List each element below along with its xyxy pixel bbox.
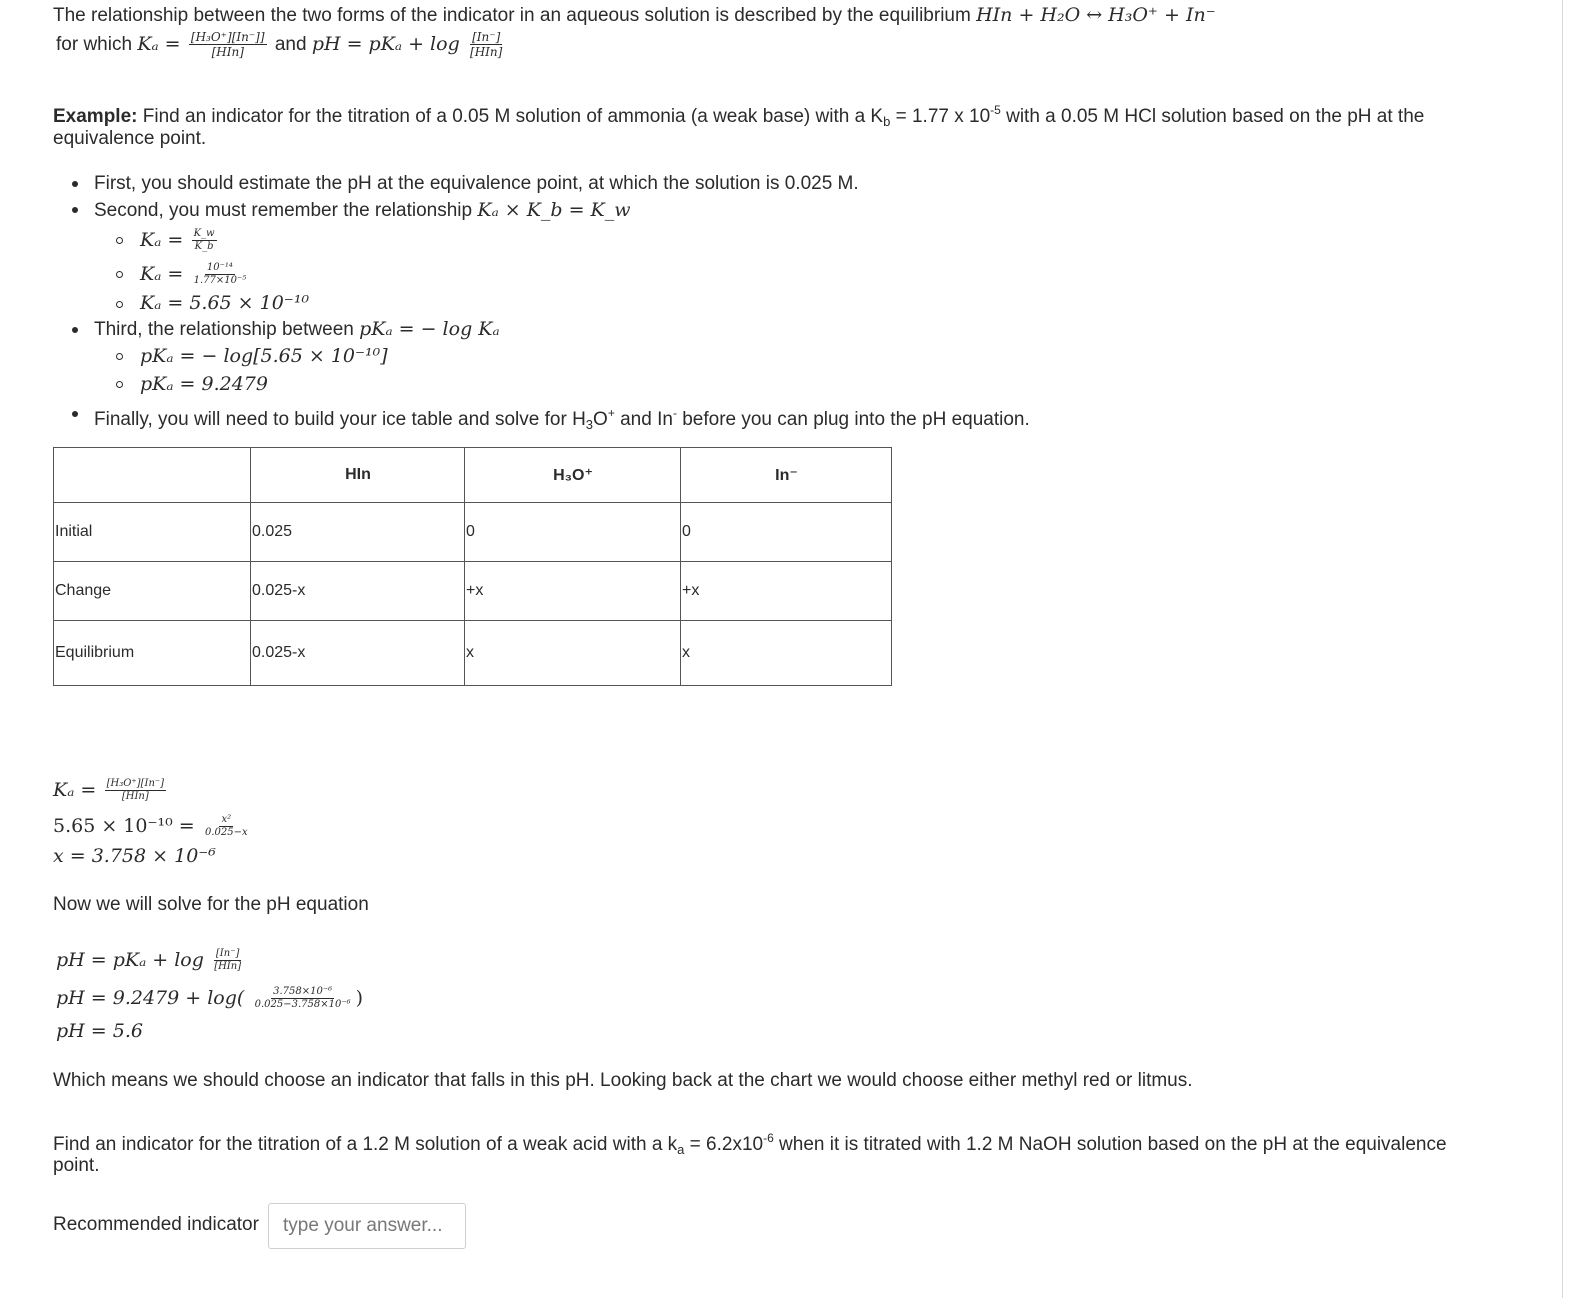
question-text: Find an indicator for the titration of a 1.2 M solution of a weak acid with a $k_a = 6.2x10^{-6}$ when it is titrated with 1.2 M NaOH solution based on the pH at the equivalence — [53, 1131, 1447, 1157]
step-third-sub-1: pKₐ = − log[5.65 × 10⁻¹⁰] — [140, 342, 1076, 370]
step-third: Third, the relationship between pKₐ = − log Kₐ — [94, 316, 1030, 342]
equilibrium-equation: HIn + H₂O ↔ H₃O⁺ + In⁻ — [976, 4, 1216, 26]
ph-fraction: $\frac{[In^-]}{\text{[HIn]}}$ — [470, 30, 503, 60]
ph-equation: pH = pKₐ + log — [311, 33, 460, 55]
step-third-sub-2: pKₐ = 9.2479 — [140, 370, 1076, 398]
intro-text: The relationship between the two forms of the indicator in an aqueous solution is described by the equilibrium — [53, 5, 971, 26]
step-finally: Finally, you will need to build your ice table and solve for $H_3O^+$ and In- before you can plug into the pH equation. — [94, 398, 1030, 428]
ice-row-initial: Initial 0.025 0 0 — [54, 503, 892, 562]
ka-fraction: $\frac{\text{[H₃O⁺][In⁻]]}}{\text{[HIn]}}$ — [190, 30, 265, 60]
answer-label: Recommended indicator — [53, 1214, 259, 1235]
ice-row-equilibrium: Equilibrium 0.025-x x x — [54, 621, 892, 686]
solve-line-2: 5.65 × 10⁻¹⁰ = $\frac{\text{x²}}{0.025-x}$ — [53, 814, 248, 839]
solve-line-3: x = 3.758 × 10⁻⁶ — [53, 845, 216, 867]
ice-header-row — [54, 448, 892, 503]
step-second-sub-1: Kₐ = $\frac{K\_w}{K\_b}$ — [140, 222, 1076, 258]
question-line-2: point. — [53, 1155, 100, 1176]
ka-lhs: Kₐ = — [137, 33, 181, 55]
intro-line-1 — [53, 1, 1216, 30]
ice-row-change: Change 0.025-x +x +x — [54, 562, 892, 621]
example-paragraph: Example: Find an indicator for the titration of a 0.05 M solution of ammonia (a weak base) with a $K_b = 1.77$ x $10^{-5}$ with a 0.05 M HCl solution based on the pH at the — [53, 103, 1425, 129]
ph-line-2: pH = 9.2479 + log( $\frac{\text{3.758×10⁻⁶}}{\text{0.025−3.758×10⁻⁶}}$ ) — [56, 986, 364, 1011]
ice-table — [53, 447, 892, 686]
ph-line-3: pH = 5.6 — [56, 1020, 143, 1042]
step-second-sub-2: Kₐ = $\frac{\text{10⁻¹⁴}}{\text{1.77×10⁻⁵}}$ — [140, 258, 1076, 290]
ice-header-blank — [54, 448, 251, 503]
answer-input[interactable] — [268, 1203, 466, 1249]
solve-ka-line: Kₐ = $\frac{\text{[H₃O⁺][In⁻]}}{\text{[HIn]}}$ — [53, 778, 165, 803]
and-text: and — [274, 34, 307, 55]
ph-intro: Now we will solve for the pH equation — [53, 894, 369, 915]
steps-list — [94, 170, 1030, 432]
ph-line-1: pH = pKₐ + log $\frac{[In^-]}{\text{[HIn]}}$ — [56, 948, 242, 973]
ice-header-hin: HIn — [251, 448, 465, 503]
scrollbar[interactable] — [1562, 0, 1593, 1298]
step-second: Second, you must remember the relationship Kₐ × K_b = K_w — [94, 196, 1030, 222]
ice-header-in: In⁻ — [681, 448, 892, 503]
step-second-sub-3: Kₐ = 5.65 × 10⁻¹⁰ — [140, 290, 1076, 316]
example-label: Example: — [53, 106, 138, 127]
conclusion-text: Which means we should choose an indicator that falls in this pH. Looking back at the chart we would choose either methyl red or litmus. — [53, 1070, 1193, 1091]
example-line-2: equivalence point. — [53, 128, 207, 149]
for-which-text: for which — [56, 34, 133, 55]
step-first: First, you should estimate the pH at the equivalence point, at which the solution is 0.025 M. — [94, 170, 1030, 196]
ice-header-h3o: H₃O⁺ — [465, 448, 681, 503]
intro-line-2 — [56, 30, 507, 59]
